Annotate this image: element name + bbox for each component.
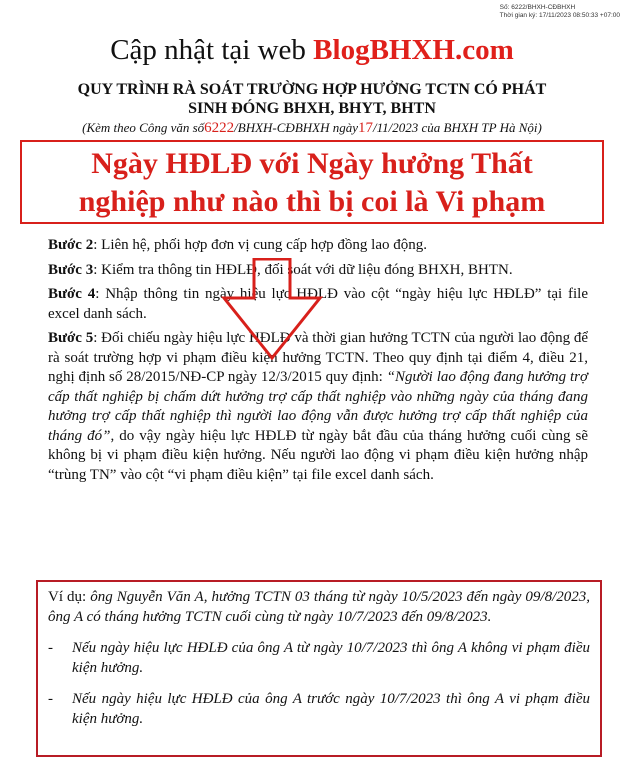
document-title-line2: SINH ĐÓNG BHXH, BHYT, BHTN [188,100,436,117]
step-5-label: Bước 5 [48,330,94,346]
step-2 [48,236,588,256]
attachment-note [0,120,624,136]
step-4-label: Bước 4 [48,286,96,302]
example-item-2-text: Nếu ngày hiệu lực HĐLĐ của ông A trước ngày 10/7/2023 thì ông A vi phạm điều kiện hưởng. [72,691,590,727]
example-item-1-text: Nếu ngày hiệu lực HĐLĐ của ông A từ ngày 10/7/2023 thì ông A không vi phạm điều kiện hưởng. [72,640,590,676]
step-3-text: : Kiểm tra thông tin HĐLĐ, đối soát với dữ liệu đóng BHXH, BHTN. [93,261,513,278]
step-4-text: : Nhập thông tin ngày hiệu lực HĐLĐ vào cột “ngày hiệu lực HĐLĐ” tại file excel danh sách. [48,286,588,322]
banner-brand: BlogBHXH.com [313,34,514,66]
example-box [36,580,602,757]
attachment-part1: (Kèm theo Công văn số [82,120,205,135]
banner-prefix: Cập nhật tại web [110,34,314,66]
bullet-dash: - [48,640,53,656]
example-intro-text: ông Nguyễn Văn A, hưởng TCTN 03 tháng từ ngày 10/5/2023 đến ngày 09/8/2023, ông A có tháng hưởng TCTN cuối cùng từ ngày 10/7/2023 đến 09/8/2023. [48,589,591,625]
headline-line1: Ngày HĐLĐ với Ngày hưởng Thất [91,147,533,180]
document-title [20,80,604,118]
bullet-dash: - [48,691,53,707]
signature-stamp [500,4,620,20]
example-item-1 [48,639,590,678]
attachment-number: 6222 [204,120,235,136]
step-5-text-b: , do vậy ngày hiệu lực HĐLĐ từ ngày bắt đầu của tháng hưởng cuối cùng sẽ không bị vi phạm điều kiện hưởng. Nếu người lao động vi phạm điều kiện hưởng nhập “trùng TN” vào cột “vi phạm điều kiện” tại file excel danh sách. [48,427,589,483]
step-2-label: Bước 2 [48,237,94,253]
attachment-part3: /11/2023 của BHXH TP Hà Nội) [373,120,542,135]
example-intro [48,588,590,627]
website-banner [0,32,624,68]
attachment-part2: /BHXH-CĐBHXH ngày [234,120,358,135]
example-label: Ví dụ: [48,589,91,605]
example-item-2 [48,690,590,729]
step-3-label: Bước 3 [48,261,94,278]
step-5-text-a: : Đối chiếu ngày hiệu lực HĐLĐ và thời gian hưởng TCTN của người lao động để rà soát trường hợp vi phạm điều kiện hưởng TCTN. Theo quy định tại điểm 4, điều 21, nghị định số 28/2015/NĐ-CP ngày 12/3/2015 quy định: [48,330,588,385]
attachment-day: 17 [358,120,373,136]
stamp-doc-number: Số: 6222/BHXH-CĐBHXH [499,4,576,11]
step-2-text: : Liên hệ, phối hợp đơn vị cung cấp hợp đồng lao động. [93,237,427,253]
headline-line2: nghiệp như nào thì bị coi là Vi phạm [78,185,546,218]
down-arrow-icon [220,258,324,360]
headline-box [20,140,604,224]
document-title-line1: QUY TRÌNH RÀ SOÁT TRƯỜNG HỢP HƯỞNG TCTN CÓ PHÁT [77,81,547,98]
step-5-quote: “Người lao động đang hưởng trợ cấp thất nghiệp bị chấm dứt hưởng trợ cấp thất nghiệp vào những ngày của tháng đang hưởng trợ cấp thất nghiệp thì người lao động vẫn được hưởng trợ cấp thất nghiệp của tháng đó” [48,369,588,444]
stamp-sign-time: Thời gian ký: 17/11/2023 08:50:33 +07:00 [499,12,620,19]
